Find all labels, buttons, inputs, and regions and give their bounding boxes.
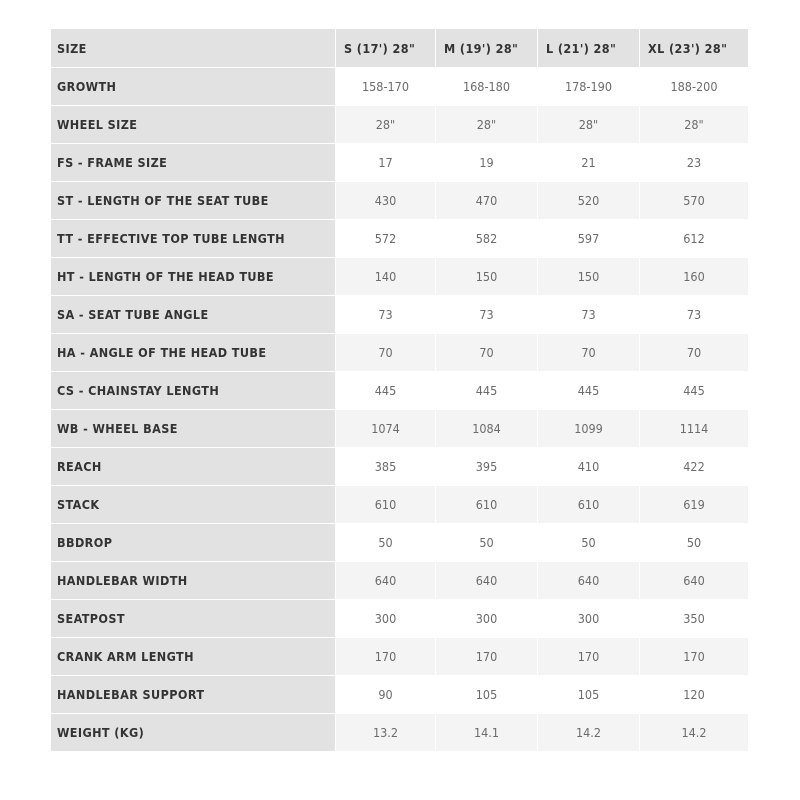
cell-size-s: 73 (336, 296, 436, 334)
cell-size-m: 73 (436, 296, 538, 334)
cell-size-l: 150 (538, 258, 640, 296)
cell-size-s: 70 (336, 334, 436, 372)
table-row (51, 410, 748, 448)
table-row (51, 562, 748, 600)
row-label: SEATPOST (51, 600, 336, 638)
table-row (51, 486, 748, 524)
table-row (51, 714, 748, 752)
header-size-l: L (21') 28" (538, 29, 640, 68)
cell-size-s: 610 (336, 486, 436, 524)
cell-size-s: 140 (336, 258, 436, 296)
table-row (51, 524, 748, 562)
row-label: HA - ANGLE OF THE HEAD TUBE (51, 334, 336, 372)
row-label: SA - SEAT TUBE ANGLE (51, 296, 336, 334)
cell-size-s: 640 (336, 562, 436, 600)
cell-size-xl: 160 (640, 258, 748, 296)
row-label: WHEEL SIZE (51, 106, 336, 144)
cell-size-xl: 50 (640, 524, 748, 562)
cell-size-xl: 350 (640, 600, 748, 638)
cell-size-xl: 170 (640, 638, 748, 676)
table-row (51, 638, 748, 676)
cell-size-m: 470 (436, 182, 538, 220)
cell-size-l: 21 (538, 144, 640, 182)
cell-size-s: 572 (336, 220, 436, 258)
cell-size-s: 385 (336, 448, 436, 486)
cell-size-l: 640 (538, 562, 640, 600)
cell-size-m: 50 (436, 524, 538, 562)
cell-size-s: 445 (336, 372, 436, 410)
cell-size-m: 300 (436, 600, 538, 638)
cell-size-s: 158-170 (336, 68, 436, 106)
cell-size-l: 28" (538, 106, 640, 144)
cell-size-xl: 619 (640, 486, 748, 524)
cell-size-m: 170 (436, 638, 538, 676)
header-size-xl: XL (23') 28" (640, 29, 748, 68)
cell-size-m: 150 (436, 258, 538, 296)
cell-size-s: 300 (336, 600, 436, 638)
cell-size-xl: 445 (640, 372, 748, 410)
table-row (51, 296, 748, 334)
cell-size-l: 50 (538, 524, 640, 562)
cell-size-m: 14.1 (436, 714, 538, 752)
row-label: HT - LENGTH OF THE HEAD TUBE (51, 258, 336, 296)
cell-size-l: 70 (538, 334, 640, 372)
cell-size-xl: 188-200 (640, 68, 748, 106)
cell-size-m: 582 (436, 220, 538, 258)
cell-size-l: 300 (538, 600, 640, 638)
table-row (51, 68, 748, 106)
cell-size-s: 1074 (336, 410, 436, 448)
cell-size-m: 19 (436, 144, 538, 182)
cell-size-m: 640 (436, 562, 538, 600)
row-label: HANDLEBAR SUPPORT (51, 676, 336, 714)
cell-size-l: 1099 (538, 410, 640, 448)
cell-size-xl: 570 (640, 182, 748, 220)
row-label: WB - WHEEL BASE (51, 410, 336, 448)
table-row (51, 220, 748, 258)
table-body (51, 68, 748, 752)
header-size-s: S (17') 28" (336, 29, 436, 68)
cell-size-m: 395 (436, 448, 538, 486)
table-row (51, 106, 748, 144)
cell-size-m: 28" (436, 106, 538, 144)
row-label: ST - LENGTH OF THE SEAT TUBE (51, 182, 336, 220)
row-label: BBDROP (51, 524, 336, 562)
table-row (51, 258, 748, 296)
cell-size-l: 445 (538, 372, 640, 410)
table-row (51, 182, 748, 220)
table-row (51, 676, 748, 714)
cell-size-xl: 28" (640, 106, 748, 144)
cell-size-xl: 120 (640, 676, 748, 714)
cell-size-l: 170 (538, 638, 640, 676)
cell-size-s: 28" (336, 106, 436, 144)
cell-size-l: 410 (538, 448, 640, 486)
cell-size-s: 50 (336, 524, 436, 562)
cell-size-m: 445 (436, 372, 538, 410)
cell-size-xl: 1114 (640, 410, 748, 448)
cell-size-xl: 23 (640, 144, 748, 182)
cell-size-m: 1084 (436, 410, 538, 448)
row-label: STACK (51, 486, 336, 524)
cell-size-xl: 14.2 (640, 714, 748, 752)
row-label: HANDLEBAR WIDTH (51, 562, 336, 600)
cell-size-l: 520 (538, 182, 640, 220)
cell-size-m: 168-180 (436, 68, 538, 106)
row-label: CRANK ARM LENGTH (51, 638, 336, 676)
row-label: GROWTH (51, 68, 336, 106)
cell-size-m: 610 (436, 486, 538, 524)
row-label: WEIGHT (KG) (51, 714, 336, 752)
cell-size-s: 170 (336, 638, 436, 676)
cell-size-xl: 612 (640, 220, 748, 258)
cell-size-l: 178-190 (538, 68, 640, 106)
cell-size-l: 610 (538, 486, 640, 524)
row-label: TT - EFFECTIVE TOP TUBE LENGTH (51, 220, 336, 258)
table-row (51, 334, 748, 372)
table-row (51, 448, 748, 486)
header-size-label: SIZE (51, 29, 336, 68)
row-label: CS - CHAINSTAY LENGTH (51, 372, 336, 410)
row-label: FS - FRAME SIZE (51, 144, 336, 182)
cell-size-xl: 640 (640, 562, 748, 600)
cell-size-xl: 73 (640, 296, 748, 334)
cell-size-m: 105 (436, 676, 538, 714)
cell-size-xl: 422 (640, 448, 748, 486)
size-chart-table (51, 29, 748, 752)
table-header-row (51, 29, 748, 68)
cell-size-s: 17 (336, 144, 436, 182)
cell-size-m: 70 (436, 334, 538, 372)
cell-size-l: 597 (538, 220, 640, 258)
table-row (51, 600, 748, 638)
cell-size-xl: 70 (640, 334, 748, 372)
cell-size-l: 73 (538, 296, 640, 334)
cell-size-s: 13.2 (336, 714, 436, 752)
header-size-m: M (19') 28" (436, 29, 538, 68)
table-row (51, 372, 748, 410)
cell-size-s: 90 (336, 676, 436, 714)
table-row (51, 144, 748, 182)
row-label: REACH (51, 448, 336, 486)
cell-size-s: 430 (336, 182, 436, 220)
cell-size-l: 14.2 (538, 714, 640, 752)
cell-size-l: 105 (538, 676, 640, 714)
